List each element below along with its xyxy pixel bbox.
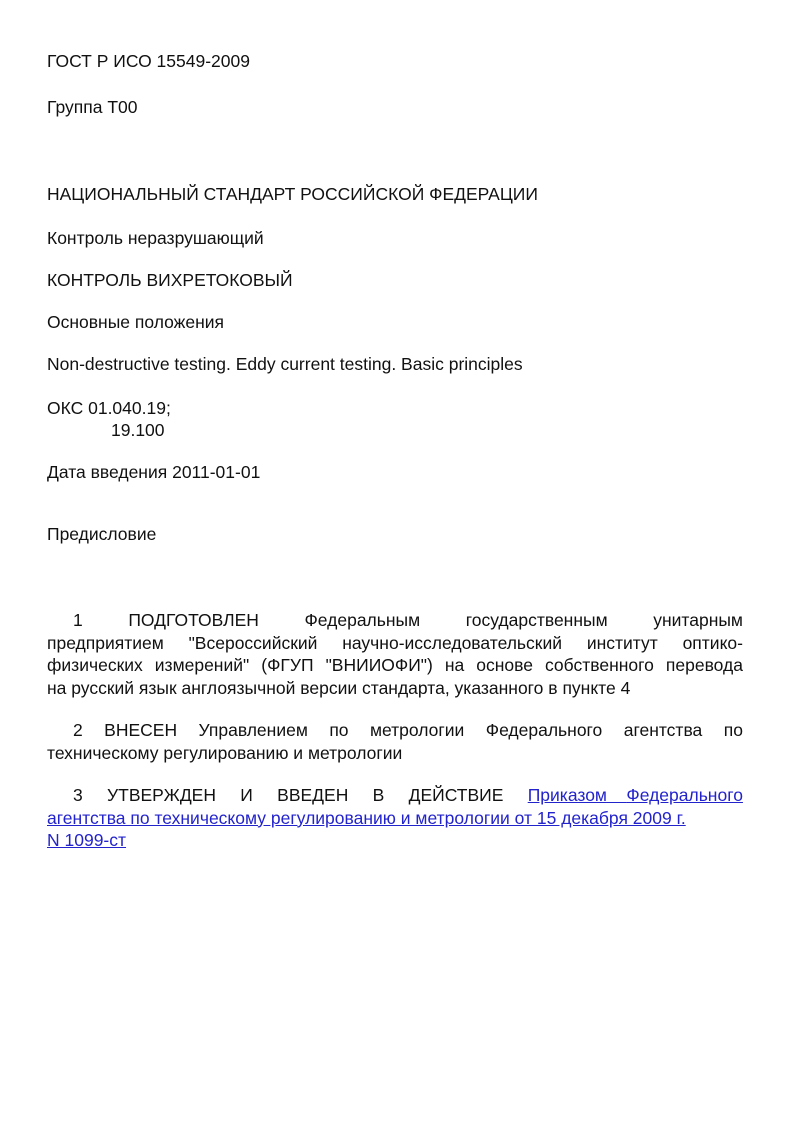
national-standard-title: НАЦИОНАЛЬНЫЙ СТАНДАРТ РОССИЙСКОЙ ФЕДЕРАЦИИ xyxy=(47,184,538,204)
word: В xyxy=(372,785,385,805)
link-word: Федерального xyxy=(626,785,743,805)
word: оптико- xyxy=(682,632,743,653)
word: основе xyxy=(476,655,533,675)
preface-item-3-line-3 xyxy=(47,829,743,852)
word: измерений" xyxy=(154,655,250,675)
preface-item-3 xyxy=(47,784,743,852)
preface-item-3-line-2 xyxy=(47,807,743,830)
word: ДЕЙСТВИЕ xyxy=(408,785,504,805)
preface-item-2 xyxy=(47,719,743,764)
word: агентства xyxy=(623,720,703,740)
word: на xyxy=(444,655,465,675)
standard-number: ГОСТ Р ИСО 15549-2009 xyxy=(47,51,250,71)
preface-item-3-line-1 xyxy=(47,784,743,807)
word: И xyxy=(240,785,253,805)
word: ВНЕСЕН xyxy=(104,720,178,740)
oks-code-line-1: ОКС 01.040.19; xyxy=(47,398,171,418)
word: научно-исследовательский xyxy=(342,632,563,653)
english-title: Non-destructive testing. Eddy current testing. Basic principles xyxy=(47,354,523,374)
word: перевода xyxy=(665,655,743,675)
word: "Всероссийский xyxy=(188,632,318,653)
word: УТВЕРЖДЕН xyxy=(107,785,216,805)
preface-item-1 xyxy=(47,609,743,699)
word: предприятием xyxy=(47,632,164,653)
preface-item-2-line-2: техническому регулированию и метрологии xyxy=(47,742,403,763)
preface-heading: Предисловие xyxy=(47,524,157,544)
preface-item-2-line-1 xyxy=(47,719,743,742)
link-word: Приказом xyxy=(527,785,607,805)
item-number: 1 xyxy=(73,610,83,630)
word: Федеральным xyxy=(304,610,421,630)
word: ВВЕДЕН xyxy=(277,785,349,805)
main-title: КОНТРОЛЬ ВИХРЕТОКОВЫЙ xyxy=(47,270,293,290)
order-link-part-3[interactable]: N 1099-ст xyxy=(47,830,127,850)
item-number: 2 xyxy=(73,720,83,740)
word: Федерального xyxy=(485,720,603,740)
word: метрологии xyxy=(369,720,465,740)
effective-date: Дата введения 2011-01-01 xyxy=(47,462,261,482)
word: по xyxy=(329,720,349,740)
word: собственного xyxy=(544,655,654,675)
preface-item-1-line-1 xyxy=(47,609,743,632)
group-code: Группа Т00 xyxy=(47,97,138,117)
word: "ВНИИОФИ") xyxy=(325,655,433,675)
word: Управлением xyxy=(198,720,308,740)
preface-item-1-line-2 xyxy=(47,632,743,655)
order-link-part-2[interactable]: агентства по техническому регулированию и метрологии от 15 декабря 2009 г. xyxy=(47,807,686,828)
oks-code-line-2: 19.100 xyxy=(111,420,165,440)
word: физических xyxy=(47,655,143,675)
preface-item-1-line-3 xyxy=(47,654,743,677)
item-number: 3 xyxy=(73,785,83,805)
order-link-part-1[interactable] xyxy=(528,784,743,807)
subtitle: Основные положения xyxy=(47,312,225,332)
word: ПОДГОТОВЛЕН xyxy=(128,610,259,630)
word: унитарным xyxy=(653,610,743,630)
word: по xyxy=(723,720,743,740)
word: институт xyxy=(586,632,658,653)
category-title: Контроль неразрушающий xyxy=(47,228,264,248)
word: государственным xyxy=(465,610,608,630)
word: (ФГУП xyxy=(261,655,314,675)
preface-item-1-line-4: на русский язык англоязычной версии стандарта, указанного в пункте 4 xyxy=(47,677,631,698)
